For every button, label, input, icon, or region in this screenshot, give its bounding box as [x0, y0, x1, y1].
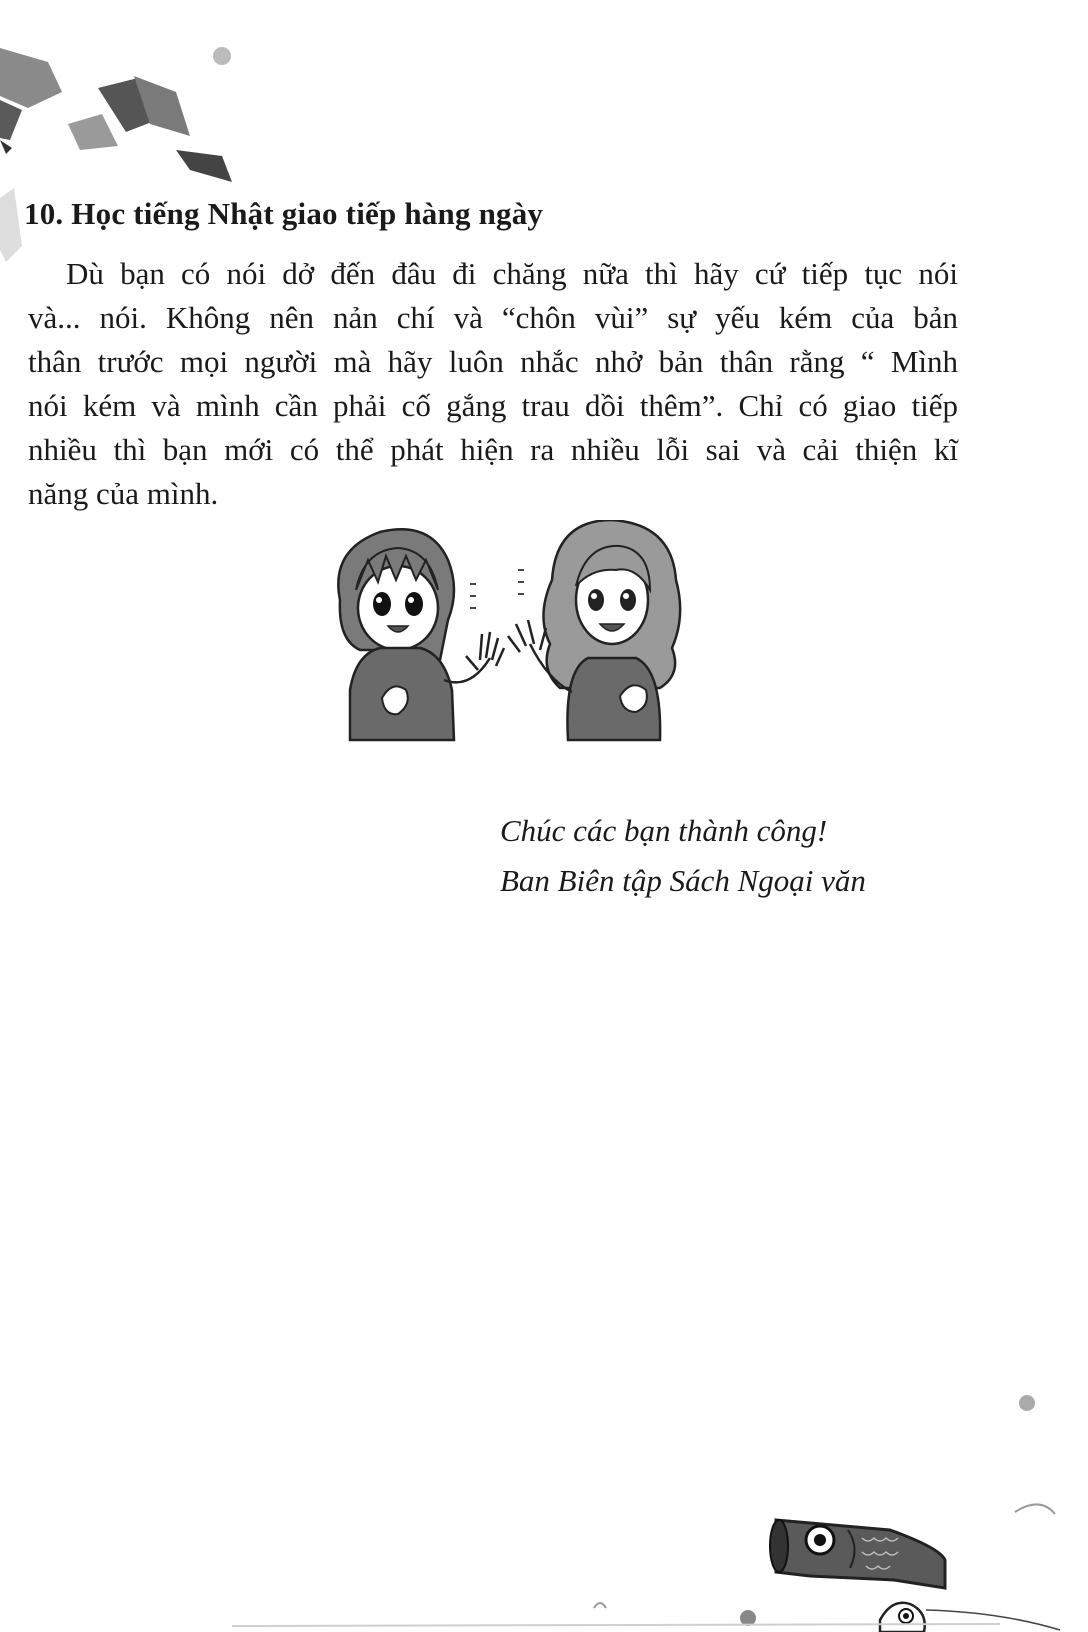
paragraph-line: thân trước mọi người mà hãy luôn nhắc nhở bản thân rằng “ Mình: [28, 344, 958, 379]
section-heading: 10. Học tiếng Nhật giao tiếp hàng ngày: [24, 196, 544, 231]
paragraph-line: Dù bạn có nói dở đến đâu đi chăng nữa thì hãy cứ tiếp tục nói: [66, 256, 958, 291]
two-girls-waving-icon: [320, 520, 720, 770]
body-paragraph: [28, 252, 958, 516]
signoff-greeting: Chúc các bạn thành công!: [500, 813, 828, 848]
signoff-author: Ban Biên tập Sách Ngoại văn: [500, 863, 866, 898]
girl-left-figure: [338, 529, 504, 740]
paper-shards-icon: [0, 0, 260, 280]
paragraph-line: và... nói. Không nên nản chí và “chôn vùi” sự yếu kém của bản: [28, 300, 958, 335]
paragraph-line: nói kém và mình cần phải cố gắng trau dồi thêm”. Chỉ có giao tiếp: [28, 388, 958, 423]
paragraph-line: nhiều thì bạn mới có thể phát hiện ra nhiều lỗi sai và cải thiện kĩ: [28, 432, 958, 467]
signoff-block: [500, 806, 866, 906]
paragraph-line: năng của mình.: [28, 476, 219, 511]
girl-right-figure: [508, 520, 680, 740]
